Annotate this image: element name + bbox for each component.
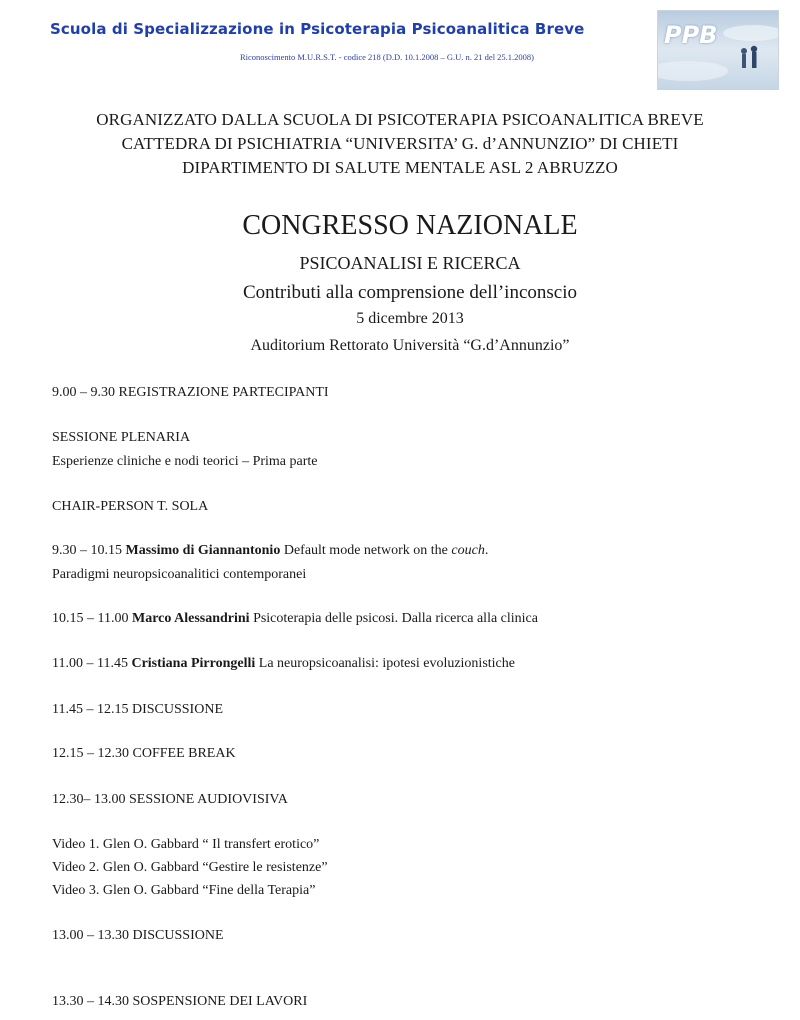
video-item-1: Video 1. Glen O. Gabbard “ Il transfert erotico” <box>52 837 320 852</box>
organizer-line-3: DIPARTIMENTO DI SALUTE MENTALE ASL 2 ABRUZZO <box>182 158 618 177</box>
audiovisual-session: 12.30– 13.00 SESSIONE AUDIOVISIVA <box>52 792 288 807</box>
talk-1 <box>52 543 488 559</box>
talk-3 <box>52 656 515 672</box>
school-title: Scuola di Specializzazione in Psicoterapia Psicoanalitica Breve <box>50 20 585 38</box>
organizer-line-2: CATTEDRA DI PSICHIATRIA “UNIVERSITA’ G. d’ANNUNZIO” DI CHIETI <box>121 134 679 153</box>
talk-3-title: La neuropsicoanalisi: ipotesi evoluzionistiche <box>255 656 515 671</box>
plenary-session-title: SESSIONE PLENARIA <box>52 430 191 445</box>
work-suspension: 13.30 – 14.30 SOSPENSIONE DEI LAVORI <box>52 994 308 1009</box>
discussion-1: 11.45 – 12.15 DISCUSSIONE <box>52 702 223 717</box>
discussion-2: 13.00 – 13.30 DISCUSSIONE <box>52 928 224 943</box>
talk-3-time: 11.00 – 11.45 <box>52 656 132 671</box>
school-logo <box>657 10 779 90</box>
talk-1-title-continued: Paradigmi neuropsicoanalitici contemporanei <box>52 567 307 582</box>
video-item-2: Video 2. Glen O. Gabbard “Gestire le resistenze” <box>52 860 328 875</box>
talk-1-speaker: Massimo di Giannantonio <box>125 543 281 558</box>
congress-contributions: Contributi alla comprensione dell’inconscio <box>242 282 577 303</box>
talk-2-time: 10.15 – 11.00 <box>52 611 132 626</box>
congress-venue: Auditorium Rettorato Università “G.d’Annunzio” <box>250 337 570 354</box>
talk-1-time: 9.30 – 10.15 <box>52 543 126 558</box>
talk-2 <box>52 611 538 627</box>
talk-2-speaker: Marco Alessandrini <box>131 611 250 626</box>
coffee-break: 12.15 – 12.30 COFFEE BREAK <box>52 746 236 761</box>
registration-slot: 9.00 – 9.30 REGISTRAZIONE PARTECIPANTI <box>52 385 329 400</box>
congress-subtitle: PSICOANALISI E RICERCA <box>299 253 521 273</box>
logo-text: PPB <box>664 21 718 49</box>
congress-title: CONGRESSO NAZIONALE <box>242 210 578 241</box>
recognition-note: Riconoscimento M.U.R.S.T. - codice 218 (D.D. 10.1.2008 – G.U. n. 21 del 25.1.2008) <box>240 52 535 62</box>
video-item-3: Video 3. Glen O. Gabbard “Fine della Terapia” <box>52 883 316 898</box>
talk-2-title: Psicoterapia delle psicosi. Dalla ricerca alla clinica <box>249 611 538 626</box>
congress-date: 5 dicembre 2013 <box>356 310 464 327</box>
talk-3-speaker: Cristiana Pirrongelli <box>131 656 256 671</box>
talk-1-title-end: . <box>484 543 489 558</box>
talk-1-title: Default mode network on the <box>280 543 452 558</box>
plenary-session-subtitle: Esperienze cliniche e nodi teorici – Prima parte <box>52 454 318 469</box>
talk-1-title-emphasis: couch <box>451 543 485 558</box>
chair-person: CHAIR-PERSON T. SOLA <box>52 499 209 514</box>
organizer-line-1: ORGANIZZATO DALLA SCUOLA DI PSICOTERAPIA PSICOANALITICA BREVE <box>96 110 704 129</box>
